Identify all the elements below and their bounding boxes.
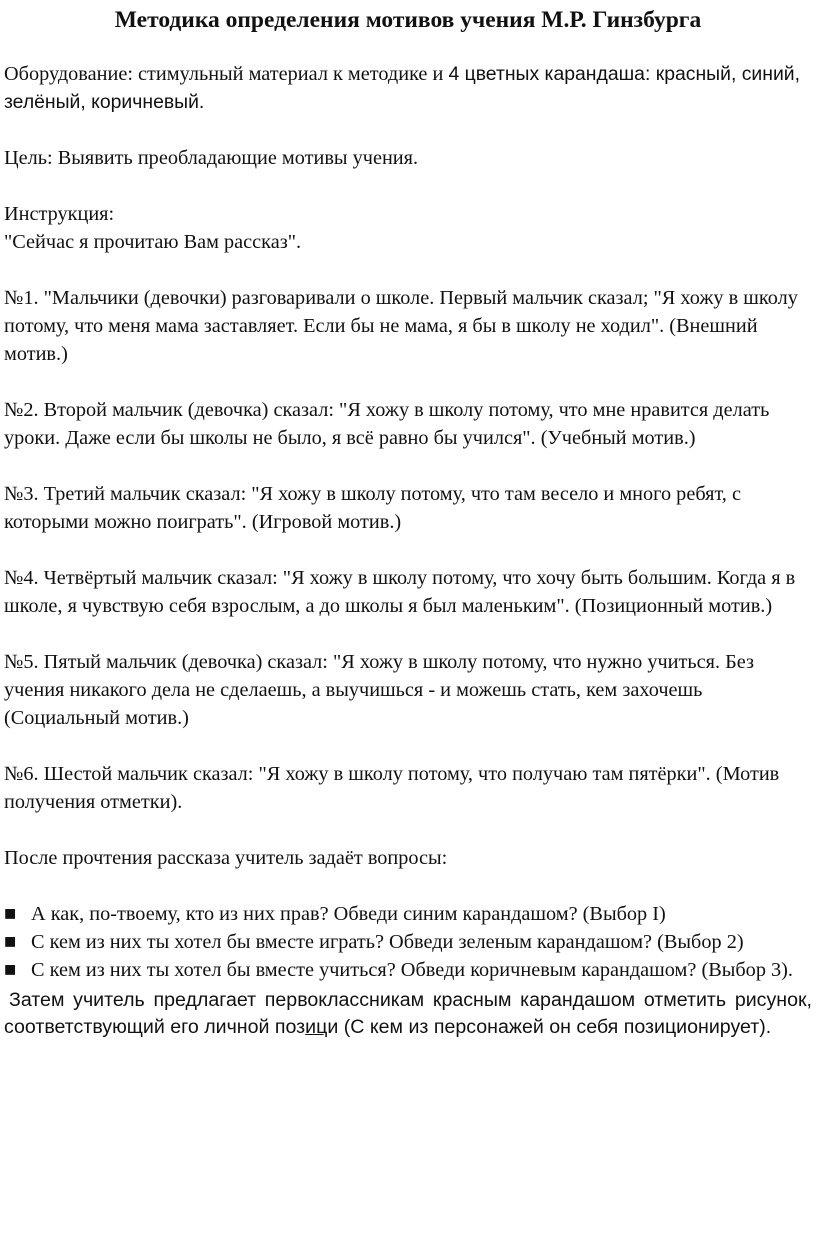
equipment-text: Оборудование: стимульный материал к методике и [4, 63, 449, 85]
question-2 [4, 928, 812, 956]
final-text-start: Затем учитель предлагает первоклассникам красным карандашом отметить рисунок, соответствующий его личной поз [4, 989, 812, 1038]
goal-paragraph: Цель: Выявить преобладающие мотивы учения. [4, 147, 419, 169]
final-text-underlined: иц [305, 1016, 328, 1038]
story-4: №4. Четвёртый мальчик сказал: "Я хожу в школу потому, что хочу быть большим. Когда я в школе, я чувствую себя взрослым, а до школы я был маленьким". (Позиционный мотив.) [4, 567, 796, 617]
equipment-pencils-text: 4 цветных карандаша: красный, синий, зелёный, коричневый. [4, 63, 801, 113]
question-2-text: С кем из них ты хотел бы вместе играть? Обведи зеленым карандашом? (Выбор 2) [31, 931, 744, 953]
bullet-square-icon: ■ [4, 931, 17, 953]
bullet-square-icon: ■ [4, 959, 17, 981]
equipment-paragraph [4, 60, 812, 116]
question-3-text: С кем из них ты хотел бы вместе учиться? Обведи коричневым карандашом? (Выбор 3). [31, 959, 794, 981]
questions-intro: После прочтения рассказа учитель задаёт вопросы: [4, 847, 448, 869]
story-6: №6. Шестой мальчик сказал: "Я хожу в школу потому, что получаю там пятёрки". (Мотив получения отметки). [4, 763, 780, 813]
story-2: №2. Второй мальчик (девочка) сказал: "Я хожу в школу потому, что мне нравится делать уроки. Даже если бы школы не было, я всё равно бы учился". (Учебный мотив.) [4, 399, 770, 449]
document-title: Методика определения мотивов учения М.Р. Гинзбурга [114, 7, 702, 33]
question-1-text: А как, по-твоему, кто из них прав? Обведи синим карандашом? (Выбор I) [31, 903, 666, 925]
final-paragraph [4, 987, 812, 1041]
story-5: №5. Пятый мальчик (девочка) сказал: "Я хожу в школу потому, что нужно учиться. Без учения никакого дела не сделаешь, а выучишься - и можешь стать, кем захочешь (Социальный мотив.) [4, 651, 755, 729]
question-1 [4, 900, 812, 928]
story-3: №3. Третий мальчик сказал: "Я хожу в школу потому, что там весело и много ребят, с которыми можно поиграть". (Игровой мотив.) [4, 483, 741, 533]
instruction-text: "Сейчас я прочитаю Вам рассказ". [4, 231, 302, 253]
final-text-end: и (С кем из персонажей он себя позиционирует). [327, 1016, 772, 1038]
instruction-label: Инструкция: [4, 203, 115, 225]
question-3 [4, 956, 812, 984]
story-1: №1. "Мальчики (девочки) разговаривали о школе. Первый мальчик сказал; "Я хожу в школу потому, что меня мама заставляет. Если бы не мама, я бы в школу не ходил". (Внешний мотив.) [4, 287, 798, 365]
bullet-square-icon: ■ [4, 903, 17, 925]
